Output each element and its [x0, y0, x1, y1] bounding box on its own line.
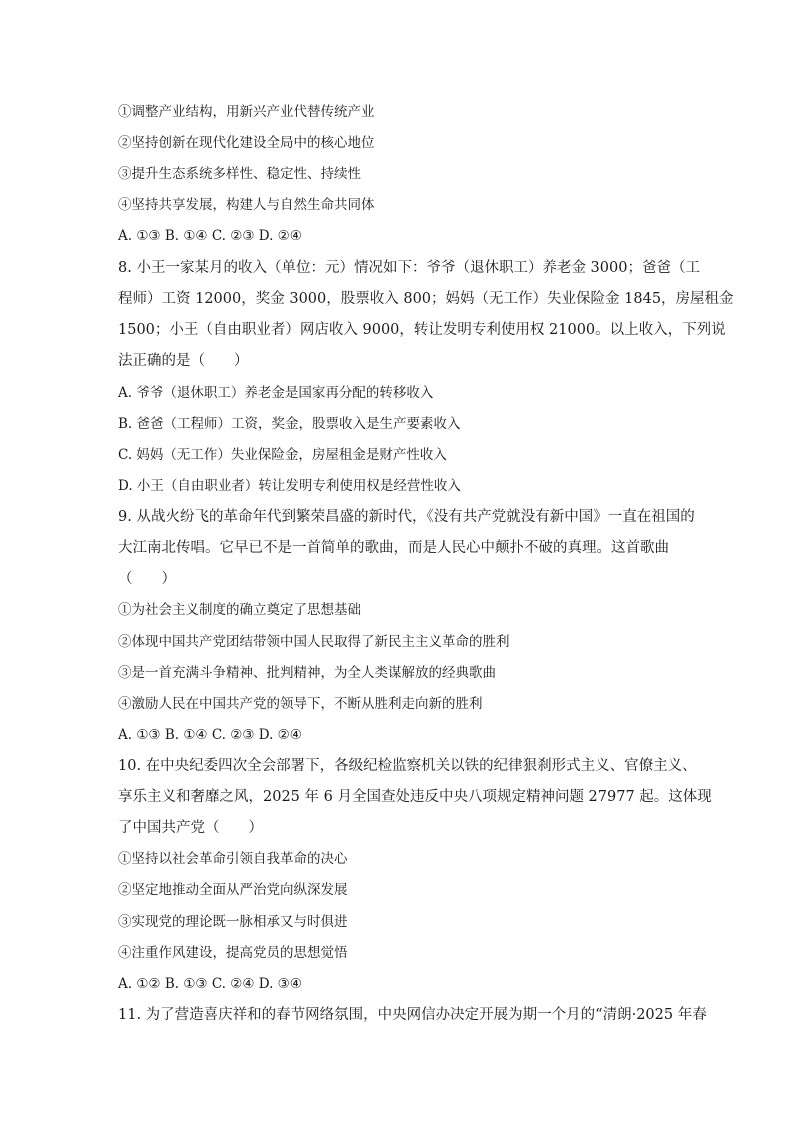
q9-stem-line-3: （ ） [118, 571, 176, 587]
q10-stem-line-2: 享乐主义和奢靡之风，2025 年 6 月全国查处违反中央八项规定精神问题 27977 起。这体现 [118, 789, 712, 805]
q8-option-a: A. 爷爷（退休职工）养老金是国家再分配的转移收入 [118, 385, 434, 401]
q8-option-b: B. 爸爸（工程师）工资，奖金，股票收入是生产要素收入 [118, 416, 461, 432]
q9-option-4: ④激励人民在中国共产党的领导下，不断从胜利走向新的胜利 [118, 696, 483, 712]
q7-answer-choices: A. ①③ B. ①④ C. ②③ D. ②④ [118, 228, 302, 244]
q9-option-2: ②体现中国共产党团结带领中国人民取得了新民主主义革命的胜利 [118, 634, 510, 650]
q8-stem-line-3: 1500；小王（自由职业者）网店收入 9000，转让发明专利使用权 21000。以上收入，下列说 [118, 322, 726, 338]
q8-option-d: D. 小王（自由职业者）转让发明专利使用权是经营性收入 [118, 478, 461, 494]
q7-option-1: ①调整产业结构，用新兴产业代替传统产业 [118, 104, 375, 120]
q10-option-4: ④注重作风建设，提高党员的思想觉悟 [118, 945, 348, 961]
q10-option-2: ②坚定地推动全面从严治党向纵深发展 [118, 882, 348, 898]
q9-stem-line-1: 9. 从战火纷飞的革命年代到繁荣昌盛的新时代，《没有共产党就没有新中国》一直在祖国的 [118, 509, 695, 525]
q10-answer-choices: A. ①② B. ①③ C. ②④ D. ③④ [118, 976, 302, 992]
q9-answer-choices: A. ①③ B. ①④ C. ②③ D. ②④ [118, 727, 302, 743]
q7-option-2: ②坚持创新在现代化建设全局中的核心地位 [118, 135, 375, 151]
q9-option-3: ③是一首充满斗争精神、批判精神，为全人类谋解放的经典歌曲 [118, 665, 496, 681]
q9-option-1: ①为社会主义制度的确立奠定了思想基础 [118, 602, 361, 618]
q8-option-c: C. 妈妈（无工作）失业保险金，房屋租金是财产性收入 [118, 447, 447, 463]
q11-stem-line-1: 11. 为了营造喜庆祥和的春节网络氛围，中央网信办决定开展为期一个月的“清朗·2025 年春 [118, 1007, 707, 1023]
q8-stem-line-4: 法正确的是（ ） [118, 353, 249, 369]
q7-option-4: ④坚持共享发展，构建人与自然生命共同体 [118, 197, 375, 213]
q10-option-1: ①坚持以社会革命引领自我革命的决心 [118, 851, 348, 867]
q10-option-3: ③实现党的理论既一脉相承又与时俱进 [118, 914, 348, 930]
q10-stem-line-1: 10. 在中央纪委四次全会部署下，各级纪检监察机关以铁的纪律狠刹形式主义、官僚主义、 [118, 758, 697, 774]
q8-stem-line-1: 8. 小王一家某月的收入（单位：元）情况如下：爷爷（退休职工）养老金 3000；爸爸（工 [118, 260, 700, 276]
q8-stem-line-2: 程师）工资 12000，奖金 3000，股票收入 800；妈妈（无工作）失业保险金 1845，房屋租金 [118, 291, 734, 307]
q10-stem-line-3: 了中国共产党（ ） [118, 820, 263, 836]
q7-option-3: ③提升生态系统多样性、稳定性、持续性 [118, 166, 361, 182]
q9-stem-line-2: 大江南北传唱。它早已不是一首简单的歌曲，而是人民心中颠扑不破的真理。这首歌曲 [118, 540, 669, 556]
